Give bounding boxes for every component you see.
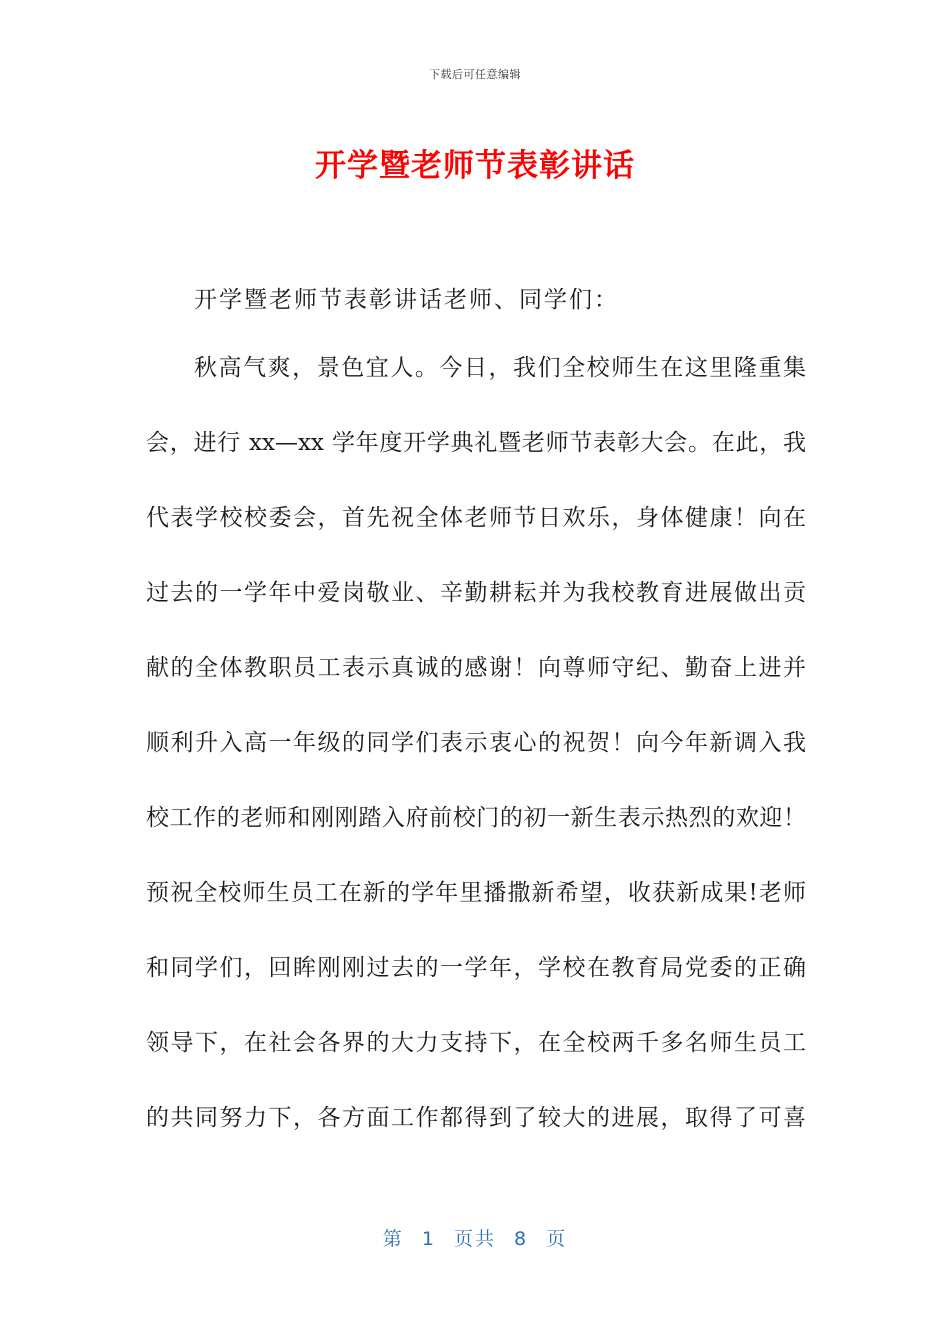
footer-prefix: 第 <box>382 1228 404 1250</box>
salutation-line: 开学暨老师节表彰讲话老师、同学们： <box>194 287 619 313</box>
body-line: 领导下，在社会各界的大力支持下，在全校两千多名师生员工 <box>146 1030 806 1056</box>
body-line: 秋高气爽，景色宜人。今日，我们全校师生在这里隆重集 <box>194 355 806 381</box>
body-line: 献的全体教职员工表示真诚的感谢！向尊师守纪、勤奋上进并 <box>146 655 806 681</box>
body-line: 会，进行 xx—xx 学年度开学典礼暨老师节表彰大会。在此，我 <box>146 430 806 456</box>
body-line: 和同学们，回眸刚刚过去的一学年，学校在教育局党委的正确 <box>146 955 806 981</box>
body-line: 顺利升入高一年级的同学们表示衷心的祝贺！向今年新调入我 <box>146 730 806 756</box>
footer-middle: 页共 <box>453 1228 496 1250</box>
current-page-number: 1 <box>421 1228 436 1250</box>
body-line: 校工作的老师和刚刚踏入府前校门的初一新生表示热烈的欢迎！ <box>146 805 806 831</box>
document-title: 开学暨老师节表彰讲话 <box>315 148 635 184</box>
header-note: 下载后可任意编辑 <box>429 68 521 81</box>
footer-suffix: 页 <box>546 1228 568 1250</box>
body-line: 的共同努力下，各方面工作都得到了较大的进展，取得了可喜 <box>146 1105 806 1131</box>
body-line: 过去的一学年中爱岗敬业、辛勤耕耘并为我校教育进展做出贡 <box>146 580 806 606</box>
body-line: 预祝全校师生员工在新的学年里播撒新希望，收获新成果!老师 <box>146 880 806 906</box>
total-pages-number: 8 <box>514 1228 529 1250</box>
page-footer <box>0 1224 950 1251</box>
body-line: 代表学校校委会，首先祝全体老师节日欢乐，身体健康！向在 <box>146 505 806 531</box>
